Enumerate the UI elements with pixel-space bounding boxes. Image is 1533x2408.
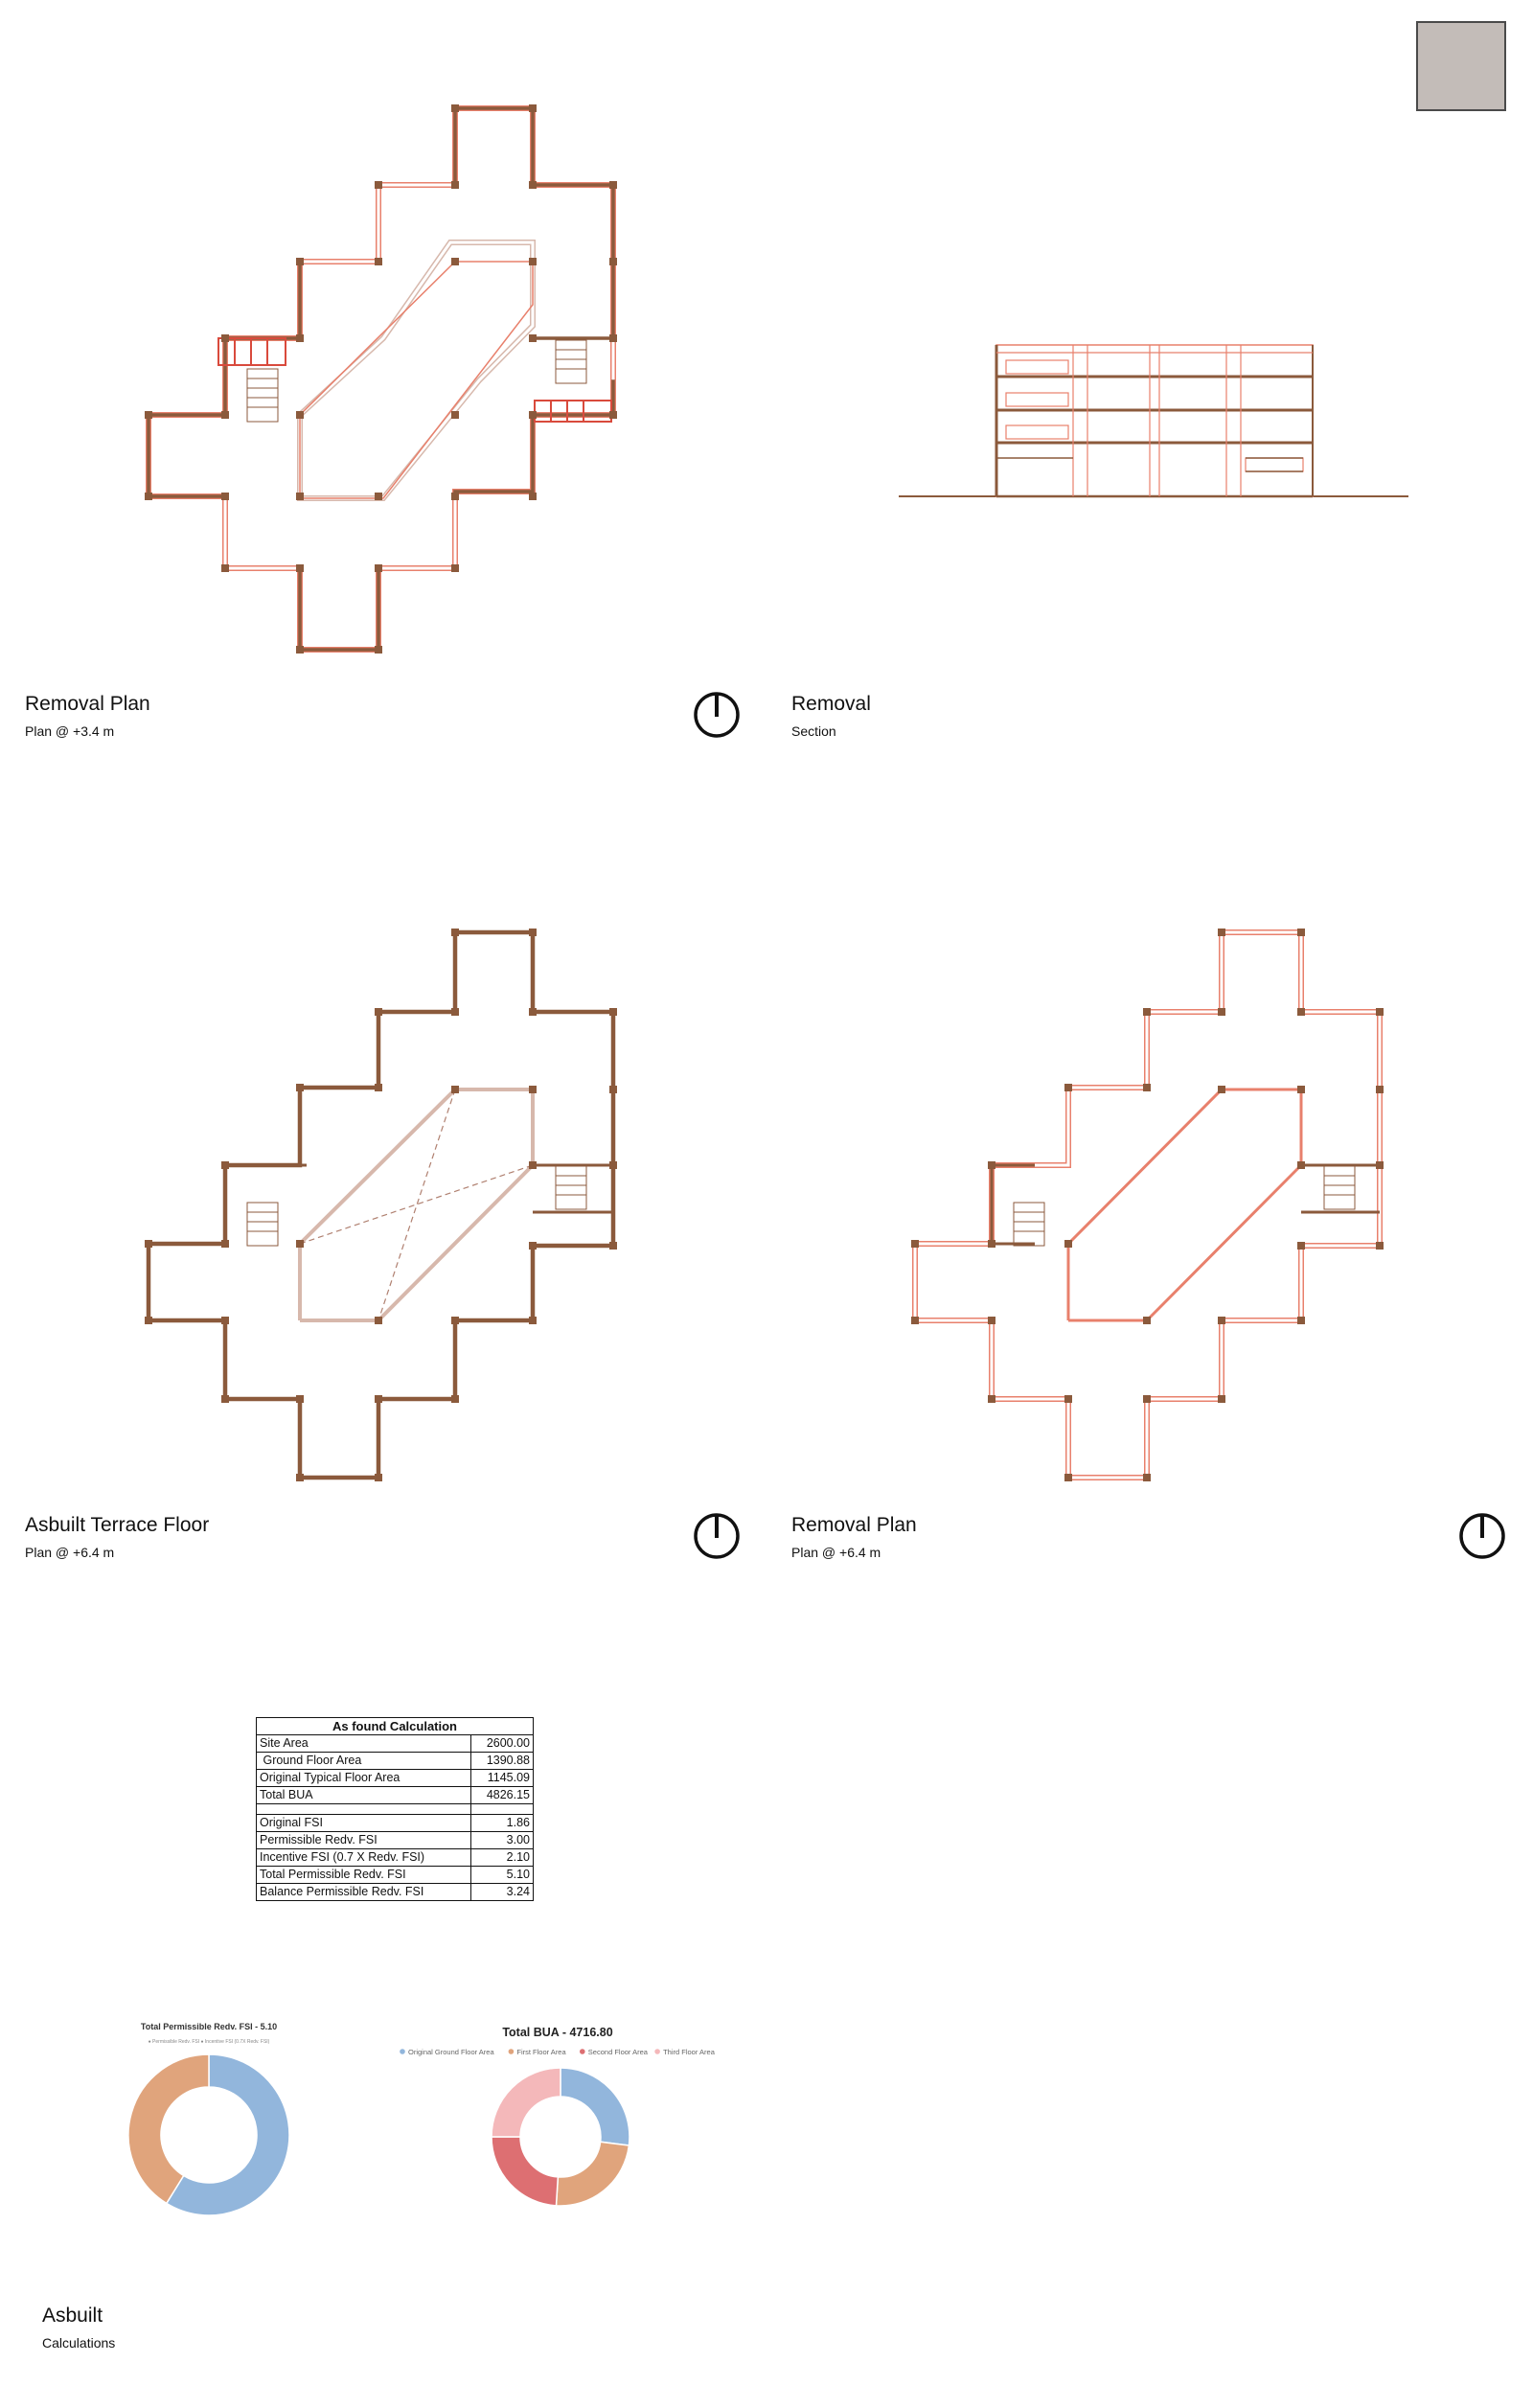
row-value: 1390.88 [471,1753,534,1770]
table-row [257,1815,534,1832]
legend-marker [509,2049,515,2054]
panel-subtitle: Plan @ +6.4 m [791,1545,881,1560]
row-value: 5.10 [471,1867,534,1884]
table-row [257,1753,534,1770]
row-value: 2600.00 [471,1735,534,1753]
removal-plan-3-4-drawing [125,96,642,671]
row-value: 3.24 [471,1884,534,1901]
donut-slice [492,2068,561,2137]
row-value: 3.00 [471,1832,534,1849]
row-label: Site Area [257,1735,471,1753]
bua-donut-chart [393,2017,738,2237]
row-value: 2.10 [471,1849,534,1867]
chart-legend: ● Permissible Redv. FSI ● Incentive FSI (0.7X Redv. FSI) [148,2039,270,2045]
removal-section-drawing [891,335,1418,508]
legend-marker [654,2049,660,2054]
table-row [257,1849,534,1867]
as-found-calculation-table [256,1717,534,1901]
table-spacer [257,1804,534,1815]
legend-label: Third Floor Area [663,2048,715,2056]
panel-title: Asbuilt Terrace Floor [25,1514,210,1536]
row-label: Permissible Redv. FSI [257,1832,471,1849]
row-label: Total Permissible Redv. FSI [257,1867,471,1884]
legend-label: Original Ground Floor Area [408,2048,494,2056]
panel-subtitle: Plan @ +6.4 m [25,1545,115,1560]
panel-subtitle: Calculations [42,2335,116,2351]
fsi-donut-chart [115,2012,307,2233]
row-label: Incentive FSI (0.7 X Redv. FSI) [257,1849,471,1867]
row-label: Original Typical Floor Area [257,1770,471,1787]
panel-subtitle: Section [791,723,836,739]
panel-title: Asbuilt [42,2305,103,2327]
row-label: Ground Floor Area [257,1753,471,1770]
table-row [257,1867,534,1884]
panel-subtitle: Plan @ +3.4 m [25,723,115,739]
chart-title: Total Permissible Redv. FSI - 5.10 [140,2022,278,2031]
panel-title: Removal Plan [791,1514,917,1536]
table-title: As found Calculation [257,1718,534,1735]
legend-marker [400,2049,405,2054]
row-label: Balance Permissible Redv. FSI [257,1884,471,1901]
donut-slice [556,2142,629,2206]
removal-plan-6-4-drawing [891,920,1408,1495]
panel-title: Removal Plan [25,693,150,715]
panel-title: Removal [791,693,871,715]
north-arrow-icon [693,1512,741,1560]
row-label: Total BUA [257,1787,471,1804]
legend-label: Second Floor Area [587,2048,648,2056]
table-row [257,1735,534,1753]
donut-slice [492,2137,558,2206]
material-swatch [1416,21,1506,111]
chart-title: Total BUA - 4716.80 [502,2026,613,2039]
donut-slice [561,2068,629,2145]
table-row [257,1787,534,1804]
table-row [257,1832,534,1849]
row-value: 1.86 [471,1815,534,1832]
north-arrow-icon [1458,1512,1506,1560]
asbuilt-terrace-drawing [125,920,642,1495]
legend-marker [580,2049,585,2054]
row-value: 1145.09 [471,1770,534,1787]
table-row [257,1770,534,1787]
legend-label: First Floor Area [516,2048,566,2056]
row-value: 4826.15 [471,1787,534,1804]
north-arrow-icon [693,691,741,739]
row-label: Original FSI [257,1815,471,1832]
table-row [257,1884,534,1901]
